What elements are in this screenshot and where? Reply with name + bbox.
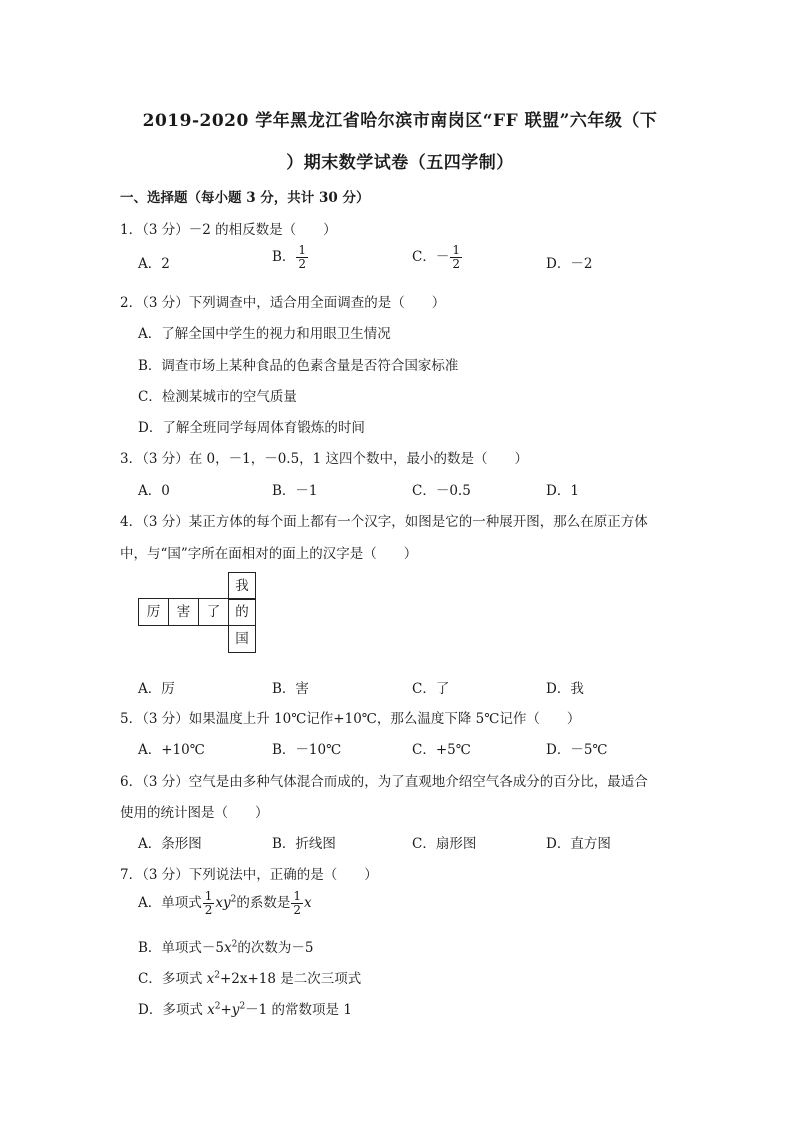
net-cell-top: 我: [228, 572, 256, 600]
q7-option-a: [138, 890, 312, 917]
q5-option-c: C．+5℃: [412, 742, 471, 758]
q1-option-b: [272, 244, 309, 271]
q7-a-var2: x: [304, 895, 312, 911]
q4-option-c: C．了: [412, 681, 450, 697]
question-5-stem: 5．（3 分）如果温度上升 10℃记作+10℃，那么温度下降 5℃记作（ ）: [120, 711, 581, 727]
net-cell-bottom: 国: [228, 625, 256, 653]
exam-title-line1: 2019-2020 学年黑龙江省哈尔滨市南岗区“FF 联盟”六年级（下: [142, 111, 658, 131]
q1-option-a: A．2: [138, 256, 170, 272]
q7-a-fraction: [203, 890, 215, 917]
q7-a-prefix: A．单项式: [138, 895, 202, 911]
q7-d-var2: y: [231, 1002, 240, 1018]
q3-option-d: D．1: [546, 483, 579, 499]
q7-d-plus: +: [220, 1002, 232, 1018]
q4-option-a: A．厉: [138, 681, 175, 697]
question-4-stem-line1: 4．（3 分）某正方体的每个面上都有一个汉字，如图是它的一种展开图，那么在原正方体: [120, 514, 648, 530]
q7-option-b: [138, 936, 313, 956]
q6-option-d: D．直方图: [546, 836, 611, 852]
q7-a-den2: 2: [293, 903, 302, 917]
q7-c-var: x: [206, 971, 215, 987]
q7-b-exp: 2: [231, 939, 238, 950]
question-7-stem: 7．（3 分）下列说法中，正确的是（ ）: [120, 867, 378, 883]
q3-option-b: B．－1: [272, 483, 318, 499]
q7-a-num: 1: [204, 889, 213, 903]
q7-d-exp2: 2: [239, 1001, 246, 1012]
q1-c-fraction: [450, 244, 462, 271]
q4-option-b: B．害: [272, 681, 309, 697]
q7-a-fraction2: [291, 890, 303, 917]
q7-d-exp1: 2: [214, 1001, 221, 1012]
q7-option-d: [138, 998, 352, 1018]
q7-a-num2: 1: [293, 889, 302, 903]
q5-option-a: A．+10℃: [138, 742, 205, 758]
q1-option-d: D．－2: [546, 256, 593, 272]
question-2-stem: 2．（3 分）下列调查中，适合用全面调查的是（ ）: [120, 295, 446, 311]
q7-c-suffix: +2x+18 是二次三项式: [219, 971, 362, 987]
question-3-stem: 3．（3 分）在 0，－1，－0.5，1 这四个数中，最小的数是（ ）: [120, 451, 529, 467]
q7-a-exp: 2: [230, 894, 237, 905]
q7-d-prefix: D．多项式: [138, 1002, 208, 1018]
q1-b-den: 2: [298, 257, 307, 271]
q7-b-suffix: 的次数为－5: [237, 940, 314, 956]
q1-c-prefix: C．－: [412, 249, 450, 265]
q6-option-c: C．扇形图: [412, 836, 477, 852]
q1-option-c: [412, 244, 463, 271]
q1-b-prefix: B．: [272, 249, 296, 265]
q7-d-suffix: －1 的常数项是 1: [245, 1002, 352, 1018]
net-cell-row-2: 害: [168, 598, 199, 626]
question-6-stem-line1: 6．（3 分）空气是由多种气体混合而成的，为了直观地介绍空气各成分的百分比，最适合: [120, 774, 648, 790]
net-cell-row-1: 厉: [138, 598, 169, 626]
exam-title-line2: ）期末数学试卷（五四学制）: [286, 153, 514, 173]
q7-c-prefix: C．多项式: [138, 971, 207, 987]
q3-option-c: C．－0.5: [412, 483, 471, 499]
q7-b-prefix: B．单项式－5: [138, 940, 225, 956]
section-heading: 一、选择题（每小题 3 分，共计 30 分）: [120, 190, 370, 206]
net-cell-row-4: 的: [228, 598, 256, 626]
q6-option-a: A．条形图: [138, 836, 202, 852]
q6-option-b: B．折线图: [272, 836, 336, 852]
q7-d-var1: x: [207, 1002, 215, 1018]
q2-option-b: B．调查市场上某种食品的色素含量是否符合国家标准: [138, 358, 459, 374]
q7-option-c: [138, 967, 361, 987]
q1-c-num: 1: [452, 243, 460, 257]
q4-option-d: D．我: [546, 681, 584, 697]
q2-option-d: D．了解全班同学每周体育锻炼的时间: [138, 420, 365, 436]
q7-c-exp: 2: [214, 970, 220, 981]
question-1-stem: 1．（3 分）－2 的相反数是（ ）: [120, 222, 337, 238]
q7-a-var: xy: [215, 895, 231, 911]
q2-option-c: C．检测某城市的空气质量: [138, 389, 297, 405]
q1-b-fraction: [296, 244, 308, 271]
q3-option-a: A．0: [138, 483, 170, 499]
net-cell-row-3: 了: [198, 598, 229, 626]
q2-option-a: A．了解全国中学生的视力和用眼卫生情况: [138, 326, 391, 342]
q7-a-mid: 的系数是: [236, 895, 291, 911]
q1-c-den: 2: [452, 257, 460, 271]
question-4-stem-line2: 中，与“国”字所在面相对的面上的汉字是（ ）: [120, 546, 418, 562]
q5-option-b: B．－10℃: [272, 742, 342, 758]
q7-a-den: 2: [204, 903, 213, 917]
q1-b-num: 1: [298, 243, 307, 257]
q7-b-var: x: [224, 940, 232, 956]
q5-option-d: D．－5℃: [546, 742, 608, 758]
question-6-stem-line2: 使用的统计图是（ ）: [120, 805, 269, 821]
